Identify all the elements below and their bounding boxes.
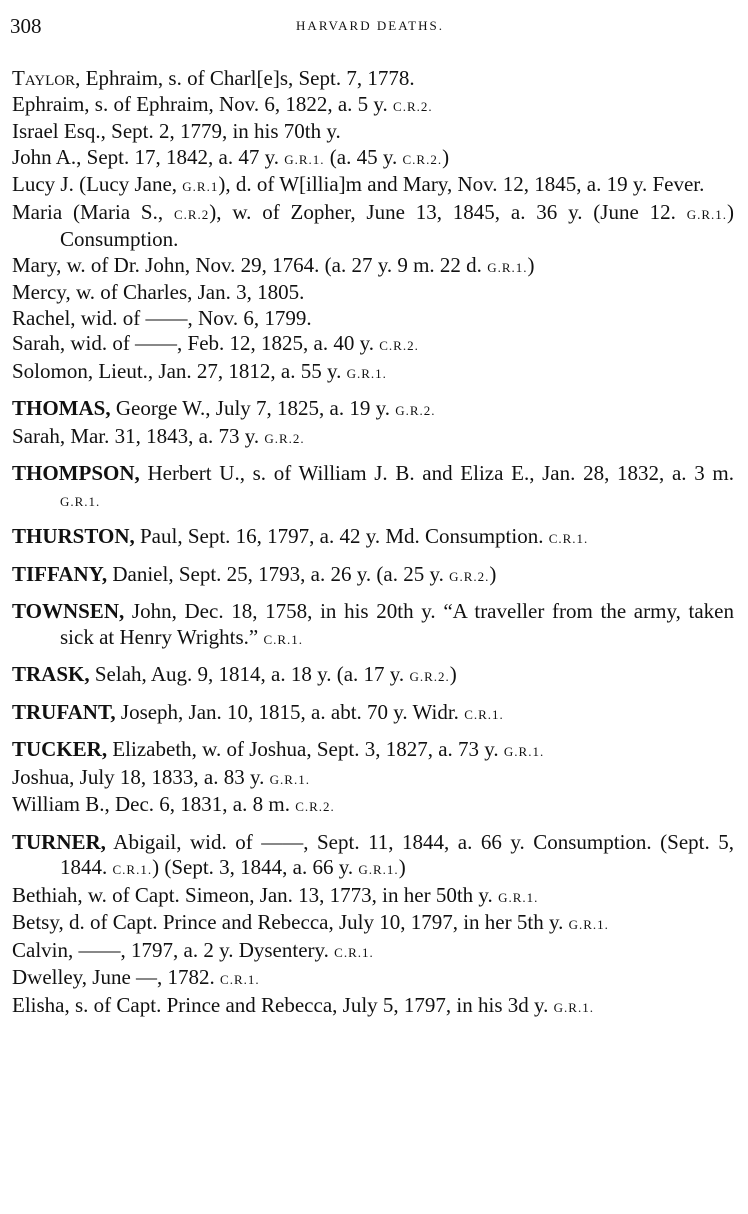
- entry-text: ): [449, 662, 457, 686]
- entry-text: ) Consumption.: [60, 199, 734, 251]
- entry-text: Dwelley, June —, 1782.: [12, 965, 221, 989]
- death-entry: [12, 765, 734, 793]
- surname: Taylor: [12, 66, 76, 90]
- death-entry: [12, 910, 734, 938]
- surname-group: [12, 461, 734, 514]
- entry-text: Mary, w. of Dr. John, Nov. 29, 1764. (a. 27 y. 9 m. 22 d.: [12, 252, 488, 277]
- entry-text: Joseph, Jan. 10, 1815, a. abt. 70 y. Widr.: [115, 699, 465, 724]
- source-ref: G.R.1.: [553, 999, 594, 1015]
- entry-text: ), w. of Zopher, June 13, 1845, a. 36 y. (June 12.: [209, 199, 687, 224]
- source-ref: G.R.1.: [503, 744, 545, 759]
- source-ref: C.R.2.: [379, 338, 419, 353]
- source-ref: C.R.1.: [112, 862, 153, 877]
- entry-text: Rachel, wid. of ——, Nov. 6, 1799.: [12, 305, 312, 330]
- source-ref: G.R.1: [182, 179, 219, 194]
- source-ref: G.R.1.: [498, 889, 539, 905]
- surname-group: [12, 396, 734, 451]
- death-entry: [12, 883, 734, 911]
- entry-text: Herbert U., s. of William J. B. and Eliza E., Jan. 28, 1832, a. 3 m.: [139, 461, 734, 485]
- entry-text: Calvin, ——, 1797, a. 2 y. Dysentery.: [12, 937, 335, 962]
- death-entry: [12, 562, 734, 590]
- surname-group: [12, 700, 734, 728]
- entry-text: Elisha, s. of Capt. Prince and Rebecca, July 5, 1797, in his 3d y.: [12, 992, 554, 1017]
- entry-text: Selah, Aug. 9, 1814, a. 18 y. (a. 17 y.: [89, 662, 410, 686]
- death-entry: [12, 331, 734, 359]
- surname: TIFFANY,: [12, 561, 108, 586]
- source-ref: C.R.1.: [464, 706, 504, 722]
- entry-text: John A., Sept. 17, 1842, a. 47 y.: [12, 144, 285, 169]
- entry-text: ) (Sept. 3, 1844, a. 66 y.: [152, 855, 359, 879]
- surname: TURNER,: [12, 829, 106, 854]
- death-entry: [12, 830, 734, 883]
- death-entry: [12, 306, 734, 332]
- source-ref: C.R.2.: [295, 799, 335, 814]
- entry-text: Elizabeth, w. of Joshua, Sept. 3, 1827, a. 73 y.: [107, 737, 504, 761]
- entry-text: Maria (Maria S.,: [12, 199, 174, 224]
- source-ref: G.R.2.: [395, 403, 436, 418]
- death-entry: [12, 172, 734, 200]
- source-ref: C.R.1.: [220, 972, 260, 987]
- death-entry: [12, 965, 734, 993]
- source-ref: G.R.2.: [264, 430, 305, 446]
- entry-text: George W., July 7, 1825, a. 19 y.: [110, 396, 396, 420]
- source-ref: G.R.1.: [568, 917, 609, 932]
- death-entry: [12, 737, 734, 765]
- entry-text: Lucy J. (Lucy Jane,: [12, 172, 183, 196]
- entry-text: Ephraim, s. of Ephraim, Nov. 6, 1822, a. 5 y.: [12, 91, 394, 116]
- surname: TRUFANT,: [12, 699, 116, 724]
- entry-text: Betsy, d. of Capt. Prince and Rebecca, July 10, 1797, in her 5th y.: [12, 910, 569, 934]
- surname-group: [12, 662, 734, 690]
- entry-text: William B., Dec. 6, 1831, a. 8 m.: [12, 792, 296, 816]
- running-head: HARVARD DEATHS.: [296, 18, 444, 33]
- source-ref: G.R.1.: [686, 206, 727, 222]
- surname: TOWNSEN,: [12, 599, 125, 623]
- surname: THOMAS,: [12, 396, 111, 420]
- source-ref: C.R.1.: [263, 631, 304, 647]
- entry-text: Daniel, Sept. 25, 1793, a. 26 y. (a. 25 y.: [107, 561, 450, 586]
- entry-text: John, Dec. 18, 1758, in his 20th y. “A traveller from the army, taken sick at Henry Wrights.”: [60, 599, 734, 649]
- source-ref: G.R.2.: [409, 669, 450, 684]
- source-ref: G.R.1.: [358, 862, 399, 877]
- surname-group: [12, 830, 734, 1021]
- entry-text: Sarah, wid. of ——, Feb. 12, 1825, a. 40 y.: [12, 331, 380, 355]
- death-entry: [12, 119, 734, 145]
- surname-group: [12, 599, 734, 652]
- page-header: [10, 14, 730, 44]
- source-ref: G.R.1.: [487, 259, 528, 275]
- death-entry: [12, 396, 734, 424]
- surname-group: [12, 737, 734, 820]
- death-entry: [12, 662, 734, 690]
- surname-group: [12, 562, 734, 590]
- surname-group: [12, 524, 734, 552]
- source-ref: G.R.1.: [60, 493, 101, 509]
- source-ref: G.R.1.: [346, 365, 387, 381]
- death-entry: [12, 253, 734, 281]
- entry-text: ): [527, 252, 535, 277]
- entry-text: Mercy, w. of Charles, Jan. 3, 1805.: [12, 280, 305, 304]
- death-entry: [12, 524, 734, 552]
- surname: TRASK,: [12, 662, 90, 686]
- death-entry: [12, 92, 734, 120]
- death-entry: [12, 359, 734, 387]
- entry-text: ): [398, 855, 406, 879]
- death-entry: [12, 461, 734, 514]
- source-ref: C.R.2.: [402, 151, 443, 167]
- death-entry: [12, 145, 734, 173]
- source-ref: G.R.2.: [449, 568, 490, 584]
- entry-text: Sarah, Mar. 31, 1843, a. 73 y.: [12, 423, 265, 448]
- entry-text: Ephraim, s. of Charl[e]s, Sept. 7, 1778.: [85, 66, 415, 90]
- entry-text: ): [442, 144, 450, 169]
- source-ref: C.R.1.: [334, 944, 374, 960]
- source-ref: C.R.2: [173, 206, 210, 222]
- death-entry: [12, 200, 734, 253]
- entry-text: Solomon, Lieut., Jan. 27, 1812, a. 55 y.: [12, 358, 347, 383]
- entry-text: ): [489, 561, 497, 586]
- page-number: 308: [10, 14, 42, 38]
- death-entry: [12, 792, 734, 820]
- death-entry: [12, 66, 734, 92]
- source-ref: G.R.1.: [284, 151, 325, 167]
- entry-text: Paul, Sept. 16, 1797, a. 42 y. Md. Consumption.: [134, 524, 549, 548]
- death-entry: [12, 424, 734, 452]
- surname: TUCKER,: [12, 737, 108, 761]
- separator: ,: [75, 66, 86, 90]
- entry-text: Abigail, wid. of ——, Sept. 11, 1844, a. 66 y. Consumption. (Sept. 5, 1844.: [60, 829, 734, 879]
- death-entry: [12, 700, 734, 728]
- entry-text: Joshua, July 18, 1833, a. 83 y.: [12, 764, 270, 789]
- death-entry: [12, 599, 734, 652]
- surname: THURSTON,: [12, 524, 135, 548]
- surname: THOMPSON,: [12, 461, 140, 485]
- death-entry: [12, 993, 734, 1021]
- source-ref: G.R.1.: [269, 771, 310, 787]
- death-entry: [12, 938, 734, 966]
- death-records: [12, 66, 734, 1020]
- surname-group: [12, 66, 734, 386]
- entry-text: Israel Esq., Sept. 2, 1779, in his 70th y.: [12, 119, 341, 143]
- death-entry: [12, 280, 734, 306]
- entry-text: Bethiah, w. of Capt. Simeon, Jan. 13, 1773, in her 50th y.: [12, 882, 499, 907]
- entry-text: ), d. of W[illia]m and Mary, Nov. 12, 1845, a. 19 y. Fever.: [218, 172, 705, 196]
- source-ref: C.R.1.: [548, 531, 589, 546]
- source-ref: C.R.2.: [393, 98, 433, 114]
- entry-text: (a. 45 y.: [324, 144, 403, 169]
